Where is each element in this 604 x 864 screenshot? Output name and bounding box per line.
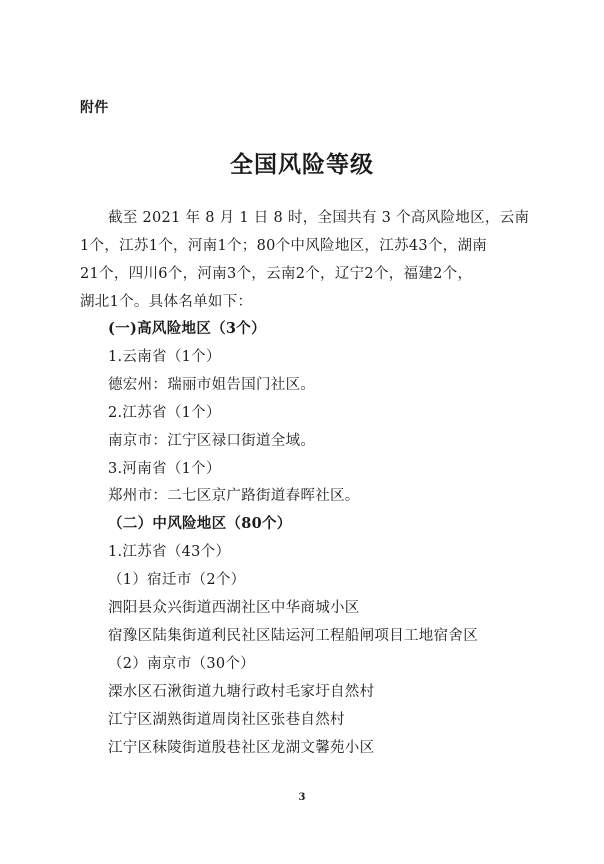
intro-line-3: 21个，四川6个，河南3个，云南2个，辽宁2个，福建2个， bbox=[80, 266, 473, 282]
intro-line-2: 1个，江苏1个，河南1个；80个中风险地区，江苏43个，湖南 bbox=[80, 238, 488, 254]
intro-line-4: 湖北1个。具体名单如下： bbox=[80, 294, 253, 310]
intro-line-1: 截至 2021 年 8 月 1 日 8 时，全国共有 3 个高风险地区，云南 bbox=[108, 210, 530, 226]
section-high-heading: (一)高风险地区（3个） bbox=[108, 320, 266, 337]
list-item: （2）南京市（30个） bbox=[108, 656, 255, 672]
list-item: 宿豫区陆集街道利民社区陆运河工程船闸项目工地宿舍区 bbox=[108, 628, 478, 644]
list-item: 溧水区石湫街道九塘行政村毛家圩自然村 bbox=[108, 684, 375, 700]
list-item: 南京市：江宁区禄口街道全域。 bbox=[108, 433, 316, 449]
document-title: 全国风险等级 bbox=[230, 151, 374, 178]
attachment-label: 附件 bbox=[80, 100, 109, 116]
list-item: 1.江苏省（43个） bbox=[108, 544, 231, 560]
list-item: 1.云南省（1个） bbox=[108, 349, 221, 365]
page-number: 3 bbox=[298, 792, 306, 803]
list-item: 2.江苏省（1个） bbox=[108, 405, 221, 421]
list-item: 江宁区秣陵街道殷巷社区龙湖文馨苑小区 bbox=[108, 740, 375, 756]
list-item: 泗阳县众兴街道西湖社区中华商城小区 bbox=[108, 600, 360, 616]
list-item: 德宏州：瑞丽市姐告国门社区。 bbox=[108, 377, 316, 393]
list-item: 郑州市：二七区京广路街道春晖社区。 bbox=[108, 488, 360, 504]
list-item: （1）宿迁市（2个） bbox=[108, 572, 246, 588]
list-item: 3.河南省（1个） bbox=[108, 461, 221, 477]
section-medium-heading: （二）中风险地区（80个） bbox=[108, 515, 292, 532]
list-item: 江宁区湖熟街道周岗社区张巷自然村 bbox=[108, 712, 345, 728]
